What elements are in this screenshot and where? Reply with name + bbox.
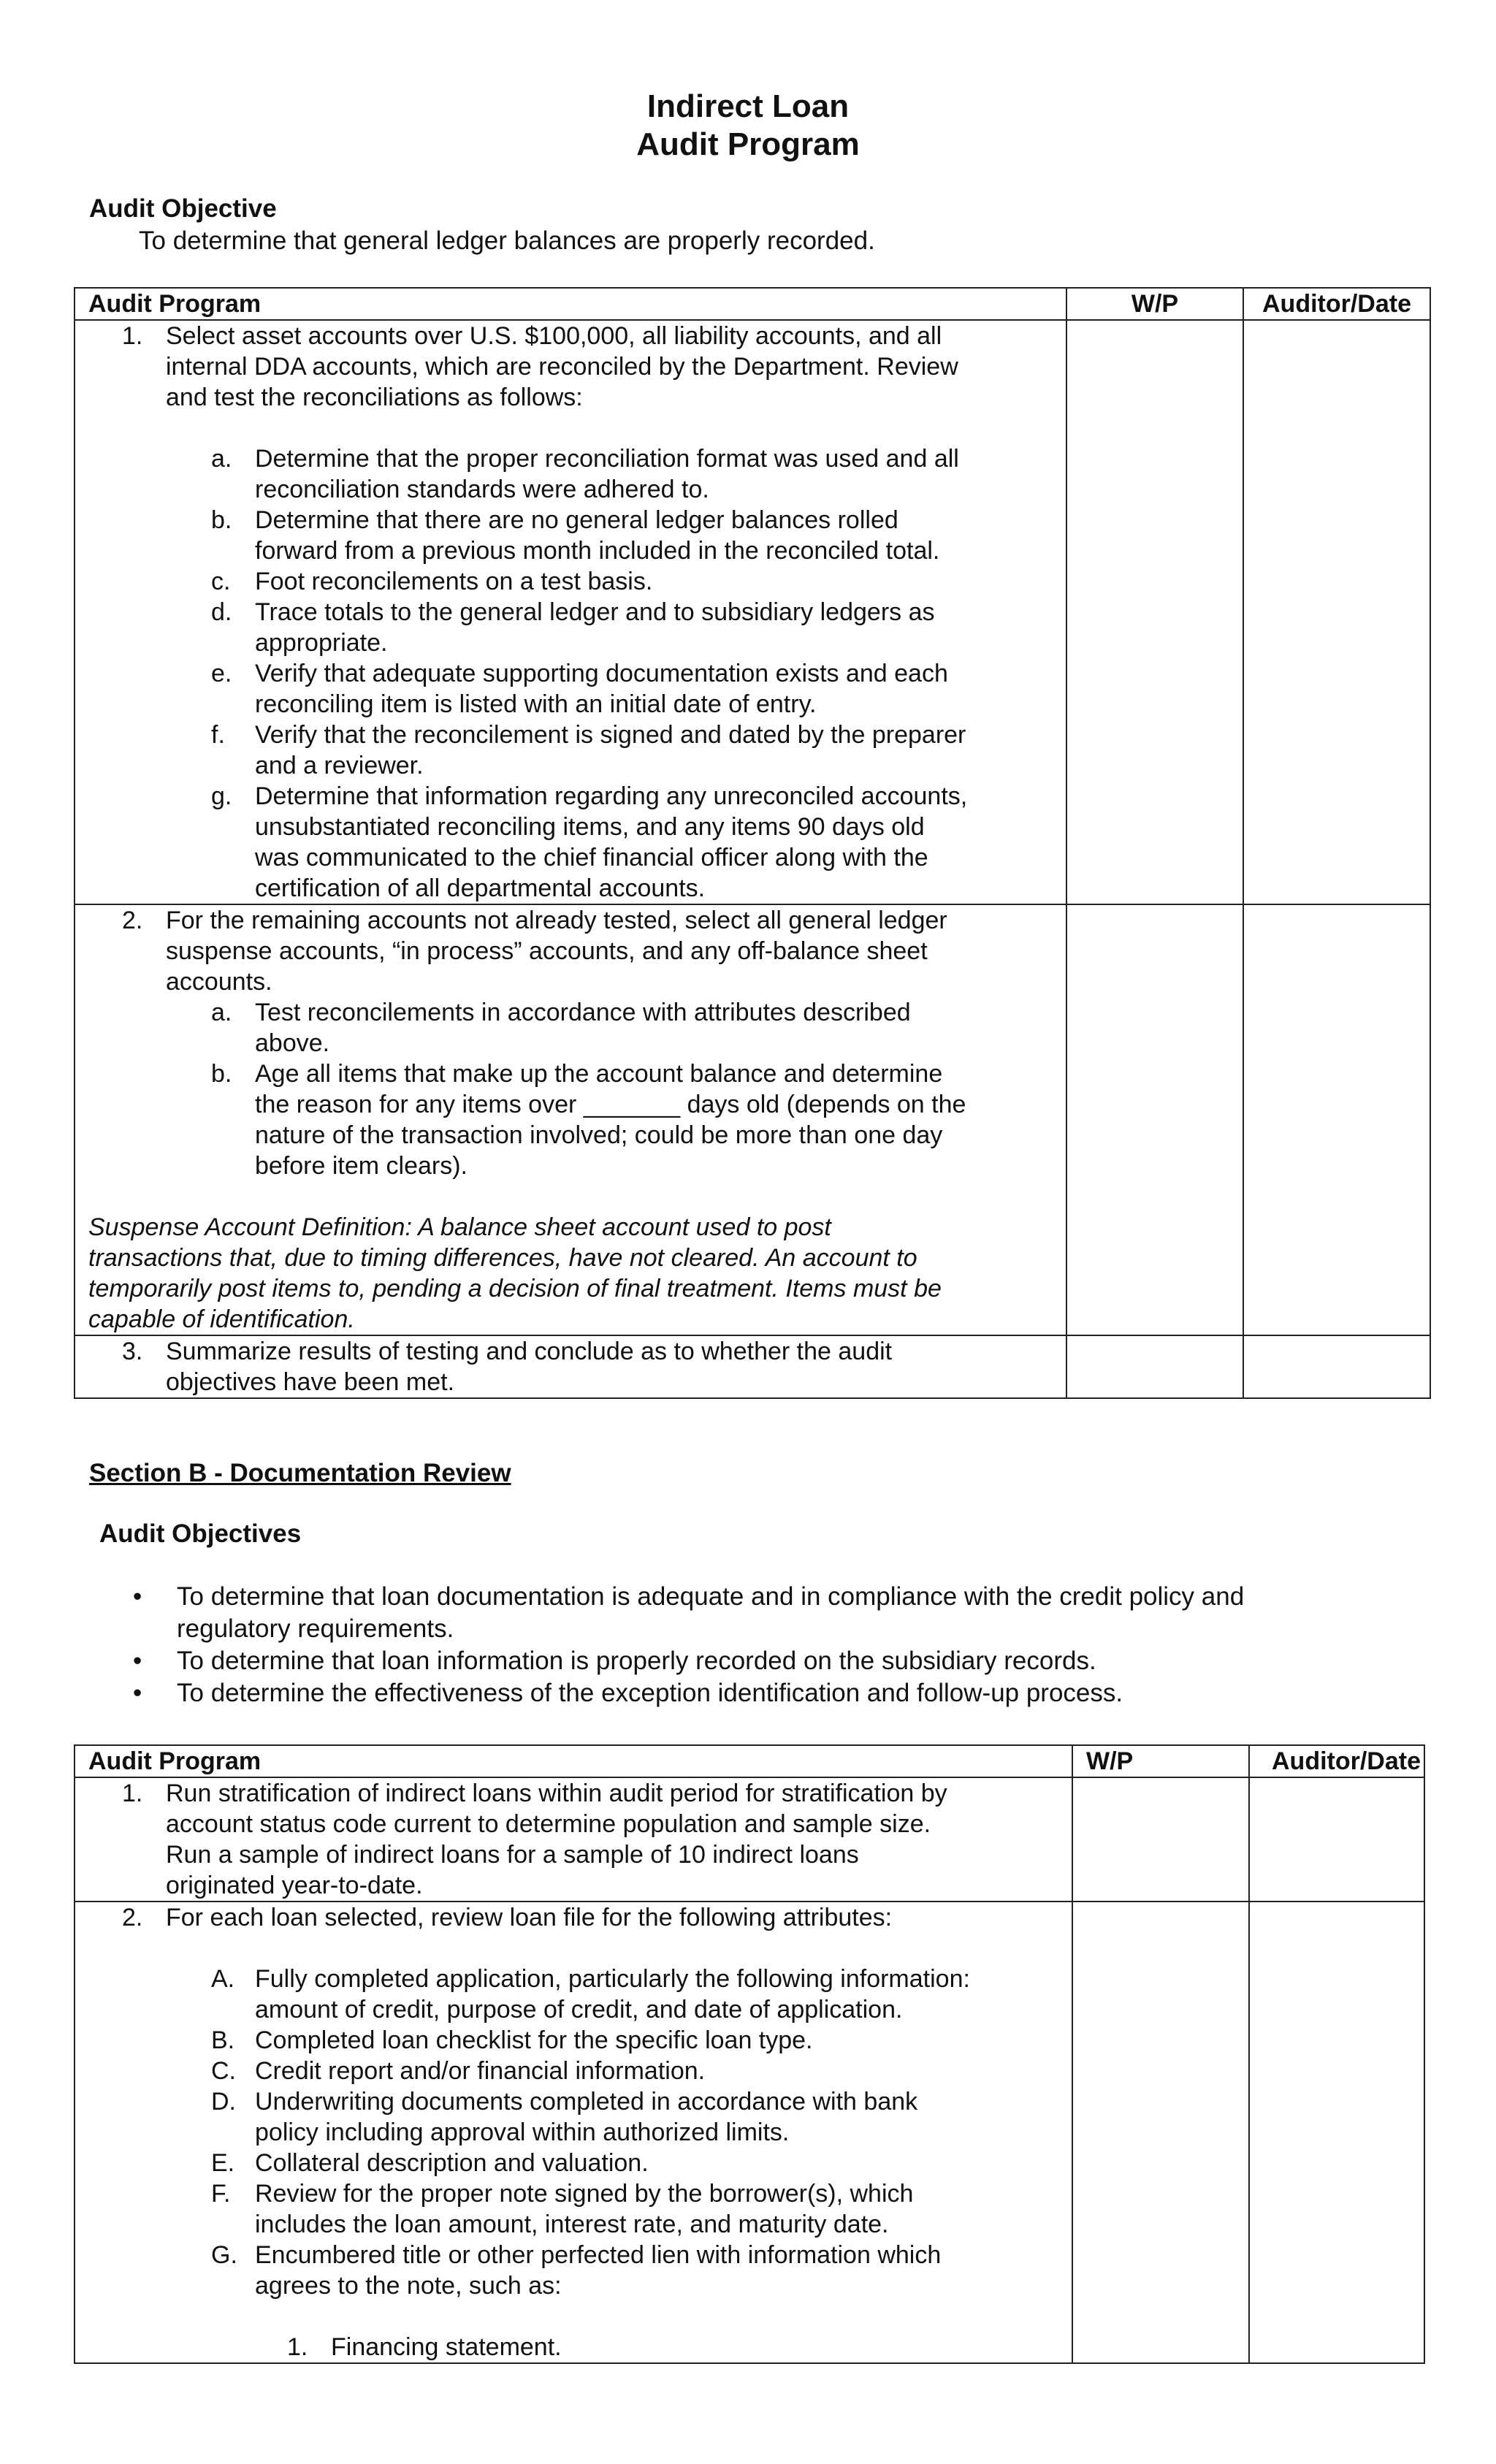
table-header-row <box>75 288 1430 320</box>
table-row <box>75 1777 1424 1902</box>
sub-item-letter: C. <box>211 2057 236 2085</box>
wp-cell[interactable] <box>1072 1902 1249 2363</box>
wp-cell[interactable] <box>1066 320 1243 904</box>
sub-sub-item <box>75 2332 1072 2362</box>
sub-sub-item-number: 1. <box>287 2333 308 2361</box>
auditor-date-cell[interactable] <box>1243 1335 1430 1398</box>
step-line: Run stratification of indirect loans within audit period for stratification by <box>166 1780 947 1807</box>
sub-item <box>75 2148 1072 2178</box>
sub-item-line: policy including approval within authorized limits. <box>255 2118 790 2146</box>
sub-item-line: amount of credit, purpose of credit, and date of application. <box>255 1996 903 2024</box>
sub-item-letter: f. <box>211 721 225 749</box>
sub-item-letter: a. <box>211 445 232 473</box>
sub-item <box>75 781 1066 904</box>
audit-objective-text: To determine that general ledger balances are properly recorded. <box>139 226 875 255</box>
spacer <box>75 2301 1072 2332</box>
sub-item-line: Trace totals to the general ledger and to subsidiary ledgers as <box>255 598 935 626</box>
objective-line: To determine the effectiveness of the exception identification and follow-up process. <box>177 1679 1123 1707</box>
bullet-icon: • <box>133 1679 142 1707</box>
sub-item-line: Determine that there are no general ledger balances rolled <box>255 506 898 534</box>
spacer <box>75 413 1066 443</box>
sub-item <box>75 566 1066 597</box>
col-header-audit-program: Audit Program <box>75 1745 1072 1777</box>
wp-cell[interactable] <box>1066 1335 1243 1398</box>
sub-item-line: the reason for any items over _______ days old (depends on the <box>255 1091 966 1118</box>
sub-item-line: unsubstantiated reconciling items, and any items 90 days old <box>255 813 925 841</box>
sub-item <box>75 720 1066 781</box>
step-line: suspense accounts, “in process” accounts, and any off-balance sheet <box>166 937 928 965</box>
objective-bullet-item <box>133 1677 1419 1709</box>
sub-item <box>75 2086 1072 2148</box>
step-line: and test the reconciliations as follows: <box>166 384 583 411</box>
sub-item-line: agrees to the note, such as: <box>255 2272 562 2300</box>
audit-program-table-b <box>74 1744 1425 2364</box>
step-line: Select asset accounts over U.S. $100,000, all liability accounts, and all <box>166 322 942 350</box>
table-row <box>75 1335 1430 1398</box>
section-b-title: Section B - Documentation Review <box>89 1459 511 1487</box>
table-row <box>75 904 1430 1335</box>
table-row <box>75 320 1430 904</box>
sub-item-line: Age all items that make up the account balance and determine <box>255 1060 943 1088</box>
audit-step-2 <box>75 1902 1072 2362</box>
sub-item-line: reconciliation standards were adhered to. <box>255 476 709 503</box>
sub-item <box>75 2056 1072 2086</box>
audit-step-1 <box>75 321 1066 904</box>
sub-item-line: before item clears). <box>255 1152 468 1180</box>
objective-line: regulatory requirements. <box>177 1614 454 1643</box>
sub-item-line: was communicated to the chief financial officer along with the <box>255 844 928 871</box>
step-text <box>75 1778 1072 1901</box>
col-header-audit-program: Audit Program <box>75 288 1066 320</box>
sub-item <box>75 2025 1072 2056</box>
sub-item-line: Test reconcilements in accordance with attributes described <box>255 999 911 1026</box>
step-line: accounts. <box>166 968 272 996</box>
objective-line: To determine that loan information is properly recorded on the subsidiary records. <box>177 1647 1096 1675</box>
audit-objective-heading: Audit Objective <box>89 194 277 223</box>
sub-item <box>75 658 1066 720</box>
sub-item-line: appropriate. <box>255 629 388 657</box>
sub-item-letter: e. <box>211 660 232 687</box>
auditor-date-cell[interactable] <box>1249 1777 1424 1902</box>
objective-line: To determine that loan documentation is adequate and in compliance with the credit policy and <box>177 1582 1245 1611</box>
auditor-date-cell[interactable] <box>1243 320 1430 904</box>
sub-item-line: nature of the transaction involved; could be more than one day <box>255 1121 943 1149</box>
audit-objectives-heading: Audit Objectives <box>99 1519 302 1548</box>
sub-item-line: Verify that the reconcilement is signed and dated by the preparer <box>255 721 966 749</box>
spacer <box>75 1933 1072 1964</box>
sub-item-line: Encumbered title or other perfected lien with information which <box>255 2241 942 2269</box>
sub-item-line: Foot reconcilements on a test basis. <box>255 568 653 595</box>
step-number: 2. <box>122 907 143 934</box>
sub-item-line: Fully completed application, particularly the following information: <box>255 1965 970 1993</box>
wp-cell[interactable] <box>1072 1777 1249 1902</box>
wp-cell[interactable] <box>1066 904 1243 1335</box>
sub-item <box>75 997 1066 1059</box>
sub-item-line: and a reviewer. <box>255 752 424 779</box>
sub-item-letter: G. <box>211 2241 237 2269</box>
sub-item-line: Review for the proper note signed by the borrower(s), which <box>255 2180 914 2208</box>
table-row <box>75 1902 1424 2363</box>
definition-line: capable of identification. <box>88 1305 355 1333</box>
sub-item-line: Completed loan checklist for the specific loan type. <box>255 2026 813 2054</box>
sub-item <box>75 597 1066 658</box>
sub-item-line: includes the loan amount, interest rate, and maturity date. <box>255 2211 889 2238</box>
sub-item-letter: a. <box>211 999 232 1026</box>
definition-line: transactions that, due to timing differences, have not cleared. An account to <box>88 1244 917 1272</box>
step-number: 2. <box>122 1904 143 1931</box>
col-header-auditor-date: Auditor/Date <box>1249 1745 1424 1777</box>
document-title-line2: Audit Program <box>636 126 860 162</box>
sub-item-letter: g. <box>211 782 232 810</box>
audit-step-1 <box>75 1778 1072 1901</box>
sub-item <box>75 505 1066 566</box>
step-line: For each loan selected, review loan file for the following attributes: <box>166 1904 893 1931</box>
definition-line: Suspense Account Definition: A balance sheet account used to post <box>88 1213 831 1241</box>
table-header-row <box>75 1745 1424 1777</box>
step-number: 1. <box>122 322 143 350</box>
sub-item-letter: b. <box>211 1060 232 1088</box>
objective-bullet-item <box>133 1645 1419 1677</box>
objective-bullet-item <box>133 1581 1419 1645</box>
sub-item-line: Determine that information regarding any unreconciled accounts, <box>255 782 968 810</box>
auditor-date-cell[interactable] <box>1249 1902 1424 2363</box>
sub-item-letter: b. <box>211 506 232 534</box>
sub-item-line: Underwriting documents completed in accordance with bank <box>255 2088 918 2116</box>
document-title-line1: Indirect Loan <box>646 88 850 124</box>
sub-item-line: forward from a previous month included in the reconciled total. <box>255 537 940 565</box>
suspense-account-definition <box>75 1212 1066 1335</box>
sub-item-line: above. <box>255 1029 330 1057</box>
objectives-list <box>133 1581 1419 1709</box>
sub-item-line: Credit report and/or financial information. <box>255 2057 706 2085</box>
sub-item-letter: F. <box>211 2180 231 2208</box>
sub-item-line: certification of all departmental accounts. <box>255 874 706 902</box>
col-header-auditor-date: Auditor/Date <box>1243 288 1430 320</box>
step-line: originated year-to-date. <box>166 1872 423 1899</box>
step-line: account status code current to determine population and sample size. <box>166 1810 931 1838</box>
sub-item-line: Determine that the proper reconciliation format was used and all <box>255 445 959 473</box>
step-text <box>75 1902 1072 1933</box>
auditor-date-cell[interactable] <box>1243 904 1430 1335</box>
step-line: objectives have been met. <box>166 1368 455 1396</box>
bullet-icon: • <box>133 1582 142 1611</box>
sub-item <box>75 443 1066 505</box>
sub-item <box>75 1059 1066 1181</box>
sub-item-line: Verify that adequate supporting documentation exists and each <box>255 660 948 687</box>
step-number: 1. <box>122 1780 143 1807</box>
bullet-icon: • <box>133 1647 142 1675</box>
sub-item <box>75 2178 1072 2240</box>
step-text <box>75 321 1066 413</box>
step-text <box>75 905 1066 997</box>
sub-item-line: Collateral description and valuation. <box>255 2149 649 2177</box>
sub-item-letter: D. <box>211 2088 236 2116</box>
step-line: internal DDA accounts, which are reconciled by the Department. Review <box>166 353 958 381</box>
sub-item <box>75 1964 1072 2025</box>
spacer <box>75 1181 1066 1212</box>
step-line: For the remaining accounts not already tested, select all general ledger <box>166 907 947 934</box>
sub-item-letter: B. <box>211 2026 235 2054</box>
audit-program-table-a <box>74 287 1431 1399</box>
step-text <box>75 1336 1066 1397</box>
audit-step-2 <box>75 905 1066 1335</box>
sub-item-letter: A. <box>211 1965 235 1993</box>
definition-line: temporarily post items to, pending a decision of final treatment. Items must be <box>88 1275 942 1302</box>
audit-step-3 <box>75 1336 1066 1397</box>
sub-item-letter: E. <box>211 2149 235 2177</box>
col-header-wp: W/P <box>1072 1745 1249 1777</box>
sub-item-line: reconciling item is listed with an initial date of entry. <box>255 690 817 718</box>
sub-sub-item-line: Financing statement. <box>331 2333 562 2361</box>
sub-item-letter: c. <box>211 568 231 595</box>
sub-item-letter: d. <box>211 598 232 626</box>
sub-item <box>75 2240 1072 2301</box>
step-number: 3. <box>122 1338 143 1365</box>
step-line: Summarize results of testing and conclude as to whether the audit <box>166 1338 893 1365</box>
step-line: Run a sample of indirect loans for a sample of 10 indirect loans <box>166 1841 859 1869</box>
col-header-wp: W/P <box>1066 288 1243 320</box>
